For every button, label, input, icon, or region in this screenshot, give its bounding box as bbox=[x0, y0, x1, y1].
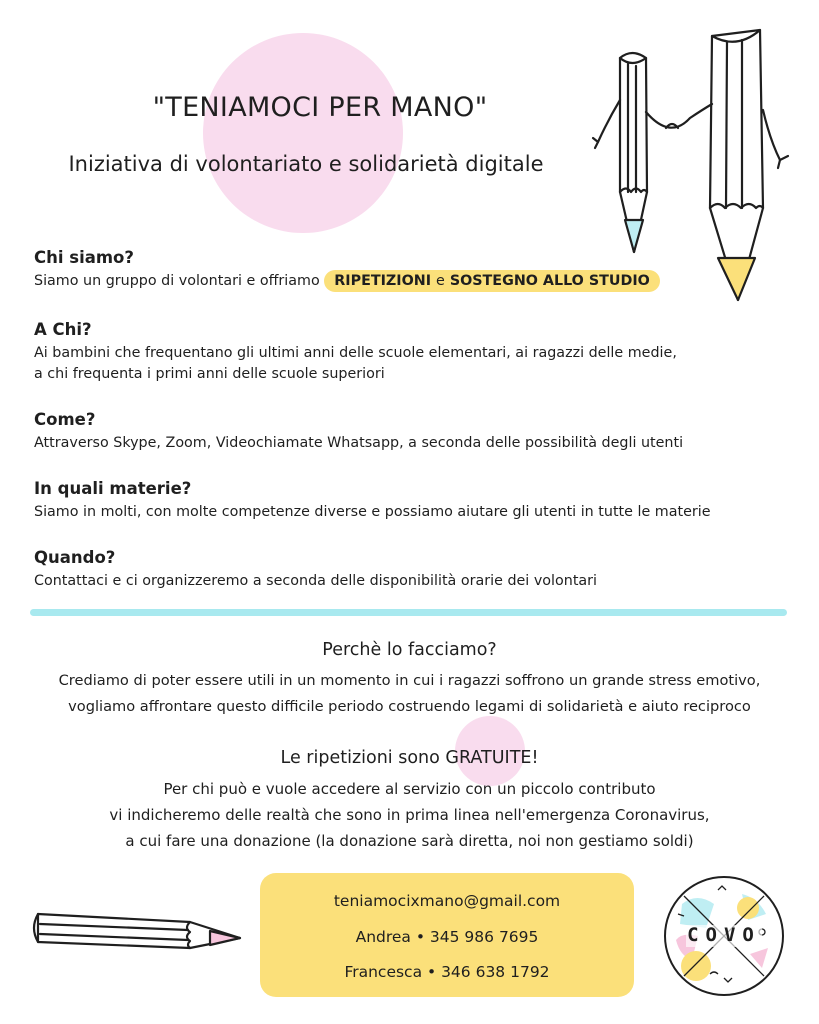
free-heading: Le ripetizioni sono GRATUITE! bbox=[280, 748, 539, 768]
section-heading: A Chi? bbox=[34, 320, 92, 339]
contact-andrea[interactable]: Andrea • 345 986 7695 bbox=[355, 928, 539, 946]
section-materie bbox=[34, 478, 804, 523]
section-chi-siamo bbox=[34, 247, 804, 292]
section-line: a chi frequenta i primi anni delle scuole superiori bbox=[34, 366, 385, 382]
section-quando bbox=[34, 547, 804, 592]
section-come bbox=[34, 409, 804, 454]
highlight-join: e bbox=[436, 273, 445, 289]
why-line: vogliamo affrontare questo difficile periodo costruendo legami di solidarietà e aiuto reciproco bbox=[68, 698, 751, 715]
section-text-intro: Siamo un gruppo di volontari e offriamo bbox=[34, 273, 320, 289]
section-heading: In quali materie? bbox=[34, 479, 192, 498]
highlight-ripetizioni: RIPETIZIONI bbox=[334, 273, 432, 289]
covo-logo-text: COVO bbox=[687, 924, 761, 946]
section-heading: Come? bbox=[34, 410, 96, 429]
pink-circle-header bbox=[203, 33, 403, 233]
contact-francesca[interactable]: Francesca • 346 638 1792 bbox=[344, 963, 550, 981]
section-a-chi bbox=[34, 319, 804, 385]
section-text bbox=[34, 343, 804, 385]
divider bbox=[30, 609, 787, 616]
section-line: Contattaci e ci organizzeremo a seconda delle disponibilità orarie dei volontari bbox=[34, 573, 598, 589]
section-line: Ai bambini che frequentano gli ultimi anni delle scuole elementari, ai ragazzi delle medie, bbox=[34, 345, 677, 361]
page-title: "TENIAMOCI PER MANO" bbox=[152, 92, 488, 123]
section-line: Siamo in molti, con molte competenze diverse e possiamo aiutare gli utenti in tutte le materie bbox=[34, 504, 711, 520]
pencil-icon bbox=[30, 908, 245, 958]
contact-email[interactable]: teniamocixmano@gmail.com bbox=[333, 892, 561, 910]
section-heading: Quando? bbox=[34, 548, 116, 567]
highlight-badge bbox=[324, 270, 660, 292]
contact-card bbox=[260, 873, 634, 997]
highlight-sostegno: SOSTEGNO ALLO STUDIO bbox=[449, 273, 650, 289]
free-line: vi indicheremo delle realtà che sono in prima linea nell'emergenza Coronavirus, bbox=[109, 806, 710, 824]
why-line: Crediamo di poter essere utili in un momento in cui i ragazzi soffrono un grande stress emotivo, bbox=[58, 672, 761, 689]
why-heading: Perchè lo facciamo? bbox=[322, 640, 497, 660]
free-text bbox=[0, 776, 819, 854]
covo-logo bbox=[662, 874, 786, 998]
why-text bbox=[0, 668, 819, 720]
section-text bbox=[34, 271, 804, 292]
page-subtitle: Iniziativa di volontariato e solidarietà digitale bbox=[68, 152, 544, 176]
free-line: Per chi può e vuole accedere al servizio con un piccolo contributo bbox=[163, 780, 656, 798]
section-line: Attraverso Skype, Zoom, Videochiamate Whatsapp, a seconda delle possibilità degli utenti bbox=[34, 435, 684, 451]
section-heading: Chi siamo? bbox=[34, 248, 134, 267]
free-line: a cui fare una donazione (la donazione sarà diretta, noi non gestiamo soldi) bbox=[125, 832, 694, 850]
